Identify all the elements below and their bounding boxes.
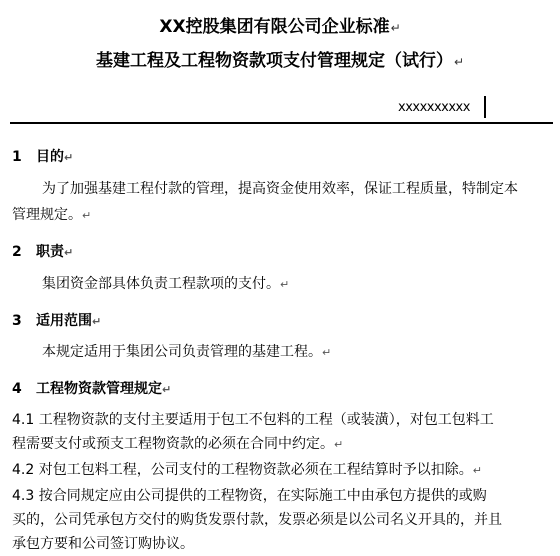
document-code: xxxxxxxxxx [398, 100, 470, 115]
paragraph-scope: 本规定适用于集团公司负责管理的基建工程。↵ [42, 344, 332, 360]
paragraph-responsibility: 集团资金部具体负责工程款项的支付。↵ [42, 276, 290, 292]
section-heading-2: 2 职责↵ [12, 244, 74, 260]
section-heading-3: 3 适用范围↵ [12, 313, 102, 329]
document-title-line1: XX控股集团有限公司企业标准↵ [159, 17, 401, 37]
item-4-3-line1: 4.3 按合同规定应由公司提供的工程物资，在实际施工中由承包方提供的或购 [12, 488, 487, 504]
header-rule [10, 122, 553, 124]
item-4-1-line1: 4.1 工程物资款的支付主要适用于包工不包料的工程（或装潢），对包工包料工 [12, 412, 494, 428]
section-heading-1: 1 目的↵ [12, 149, 74, 165]
item-4-1-line2: 程需要支付或预支工程物资款的必须在合同中约定。↵ [12, 436, 344, 452]
item-4-2: 4.2 对包工包料工程，公司支付的工程物资款必须在工程结算时予以扣除。↵ [12, 462, 482, 478]
text-cursor [484, 96, 486, 118]
document-title-line2: 基建工程及工程物资款项支付管理规定（试行）↵ [95, 51, 465, 71]
paragraph-purpose-line2: 管理规定。↵ [12, 207, 92, 223]
item-4-3-line2: 买的，公司凭承包方交付的购货发票付款，发票必须是以公司名义开具的，并且 [12, 512, 502, 528]
paragraph-purpose-line1: 为了加强基建工程付款的管理，提高资金使用效率，保证工程质量，特制定本 [42, 181, 518, 197]
item-4-3-line3: 承包方要和公司签订购协议。 [12, 536, 194, 552]
section-heading-4: 4 工程物资款管理规定↵ [12, 381, 172, 397]
